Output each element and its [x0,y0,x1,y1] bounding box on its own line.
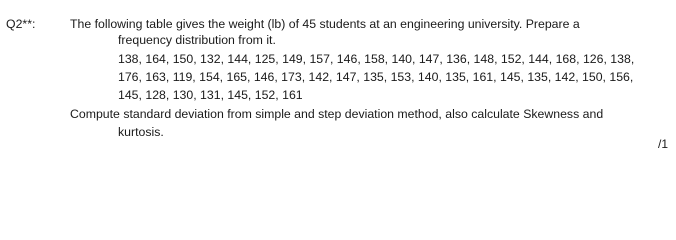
data-values-line-1: 138, 164, 150, 132, 144, 125, 149, 157, 146, 158, 140, 147, 136, 148, 152, 144, 168, 126, 138, [118,52,635,66]
instruction-line-1: Compute standard deviation from simple and step deviation method, also calculate Skewness and [70,107,604,121]
question-label: Q2**: [6,17,36,31]
question-text-line-1: The following table gives the weight (lb) of 45 students at an engineering university. Prepare a [70,17,580,31]
instruction-line-2: kurtosis. [118,125,164,139]
data-values-line-2: 176, 163, 119, 154, 165, 146, 173, 142, 147, 135, 153, 140, 135, 161, 145, 135, 142, 150, 156, [118,70,634,84]
page-mark: /1 [657,137,668,151]
question-text-line-2: frequency distribution from it. [118,33,276,47]
data-values-line-3: 145, 128, 130, 131, 145, 152, 161 [118,88,303,102]
